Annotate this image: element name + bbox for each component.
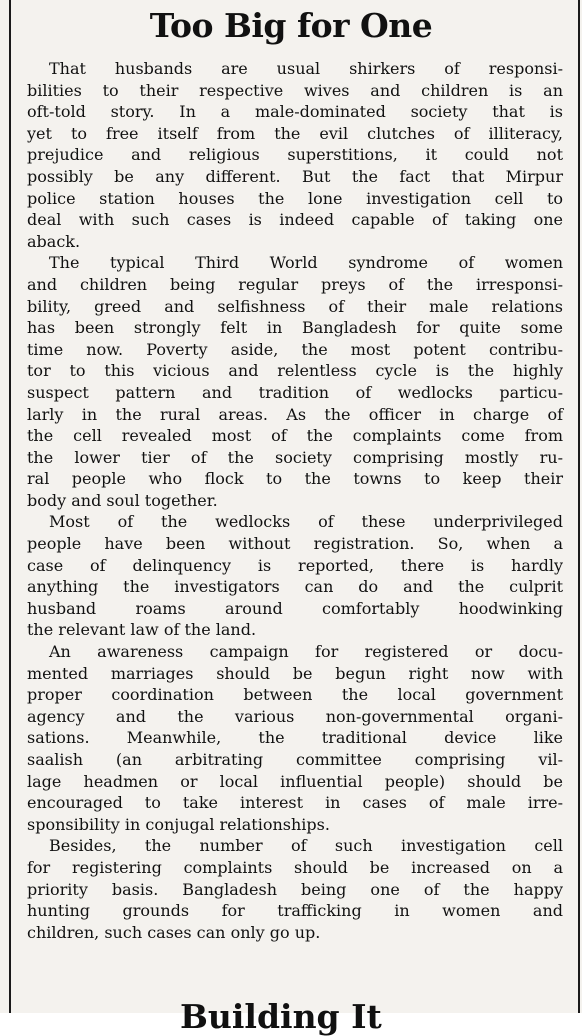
body-line: sations. Meanwhile, the traditional device like (27, 728, 563, 748)
body-line: sponsibility in conjugal relationships. (27, 814, 330, 834)
next-article-headline: Building It (180, 997, 382, 1036)
body-line: Besides, the number of such investigation cell (49, 836, 563, 856)
body-line: encouraged to take interest in cases of male irre- (27, 793, 563, 813)
body-line: children, such cases can only go up. (27, 922, 321, 942)
body-line: the relevant law of the land. (27, 620, 257, 640)
body-line: has been strongly felt in Bangladesh for quite some (27, 318, 563, 338)
body-line: mented marriages should be begun right now with (27, 663, 563, 683)
body-line: An awareness campaign for registered or docu- (49, 642, 563, 662)
previous-article-fragment (28, 0, 278, 4)
body-line: Most of the wedlocks of these underprivileged (49, 512, 563, 532)
body-line: proper coordination between the local government (27, 685, 563, 705)
body-line: tor to this vicious and relentless cycle is the highly (27, 361, 563, 381)
body-line: people have been without registration. So, when a (27, 534, 563, 554)
body-line: lage headmen or local influential people) should be (27, 771, 563, 791)
body-line: hunting grounds for trafficking in women and (27, 901, 563, 921)
body-line: body and soul together. (27, 490, 218, 510)
body-line: the lower tier of the society comprising mostly ru- (27, 447, 563, 467)
body-line: priority basis. Bangladesh being one of the happy (27, 879, 563, 899)
right-column-rule (578, 0, 580, 1013)
body-line: the cell revealed most of the complaints come from (27, 426, 563, 446)
body-line: yet to free itself from the evil clutches of illiteracy, (27, 123, 563, 143)
body-line: oft-told story. In a male-dominated society that is (27, 102, 563, 122)
body-line: The typical Third World syndrome of women (49, 253, 563, 273)
body-line: ral people who flock to the towns to keep their (27, 469, 563, 489)
body-line: husband roams around comfortably hoodwinking (27, 598, 563, 618)
body-line: That husbands are usual shirkers of responsi- (49, 59, 563, 78)
body-line: anything the investigators can do and the culprit (27, 577, 563, 597)
body-line: suspect pattern and tradition of wedlocks particu- (27, 382, 563, 402)
body-line: police station houses the lone investigation cell to (27, 188, 563, 208)
body-line: bilities to their respective wives and children is an (27, 80, 563, 100)
body-line: possibly be any different. But the fact that Mirpur (27, 166, 563, 186)
body-line: larly in the rural areas. As the officer in charge of (27, 404, 563, 424)
body-line: bility, greed and selfishness of their male relations (27, 296, 563, 316)
article-body (27, 58, 563, 943)
body-line: and children being regular preys of the irresponsi- (27, 274, 563, 294)
body-line: saalish (an arbitrating committee comprising vil- (27, 750, 563, 769)
body-line: agency and the various non-governmental organi- (27, 706, 563, 726)
body-line: case of delinquency is reported, there is hardly (27, 555, 563, 575)
left-column-rule (9, 0, 11, 1013)
body-line: time now. Poverty aside, the most potent contribu- (27, 339, 563, 359)
body-line: aback. (27, 231, 81, 251)
body-line: for registering complaints should be increased on a (27, 857, 563, 877)
article-headline: Too Big for One (149, 6, 433, 45)
body-line: prejudice and religious superstitions, it could not (27, 145, 563, 165)
body-line: deal with such cases is indeed capable of taking one (27, 210, 563, 230)
